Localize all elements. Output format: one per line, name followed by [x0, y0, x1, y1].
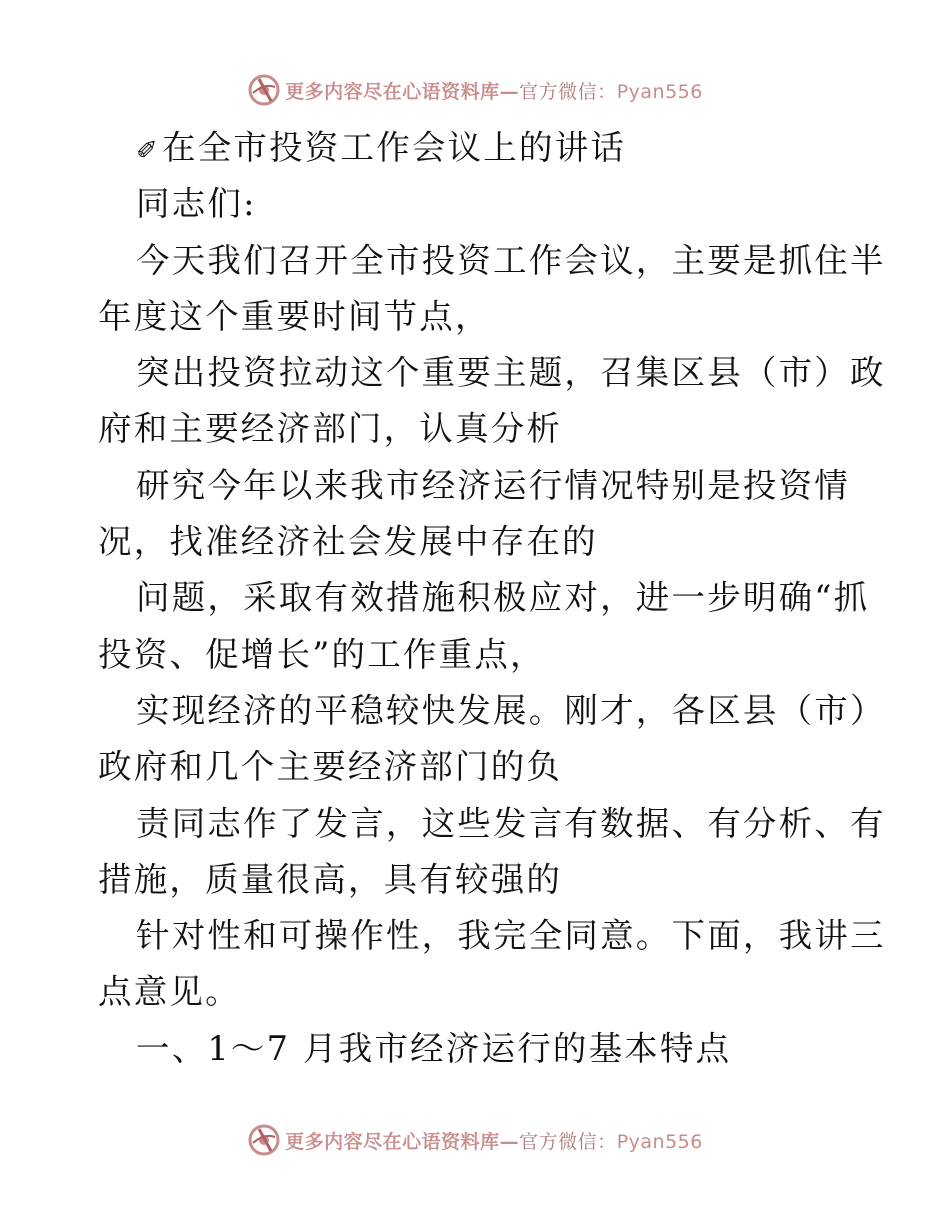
- watermark-brand: 更多内容尽在心语资料库: [285, 80, 500, 103]
- watermark-wechat-label: 官方微信：: [519, 1130, 617, 1153]
- text-line: 研究今年以来我市经济运行情况特别是投资情: [136, 465, 850, 505]
- text-line: 措施，质量很高，具有较强的: [98, 859, 563, 899]
- watermark-brand: 更多内容尽在心语资料库: [285, 1130, 500, 1153]
- text-line: 实现经济的平稳较快发展。刚才，各区县（市）: [136, 690, 886, 730]
- watermark-dash: —: [499, 80, 520, 103]
- text-line: 一、1～7 月我市经济运行的基本特点: [136, 1028, 732, 1068]
- text-line: 问题，采取有效措施积极应对，进一步明确“抓: [136, 578, 870, 618]
- salutation: 同志们:: [136, 184, 257, 224]
- text-line: 责同志作了发言，这些发言有数据、有分析、有: [136, 803, 886, 843]
- document-title: [98, 120, 858, 176]
- watermark-header: [0, 70, 950, 110]
- watermark-wechat-id: Pyan556: [616, 1130, 703, 1153]
- text-line: 今天我们召开全市投资工作会议，主要是抓住半: [136, 240, 886, 280]
- watermark-text: [285, 1127, 703, 1154]
- watermark-dash: —: [499, 1130, 520, 1153]
- watermark-footer: [0, 1120, 950, 1160]
- document-title-text: 在全市投资工作会议上的讲话: [162, 128, 627, 167]
- text-line: 府和主要经济部门，认真分析: [98, 409, 563, 449]
- text-line: 年度这个重要时间节点，: [98, 296, 491, 336]
- watermark-wechat-label: 官方微信：: [519, 80, 617, 103]
- text-line: 政府和几个主要经济部门的负: [98, 747, 563, 787]
- text-line: 点意见。: [98, 972, 241, 1012]
- logo-icon: [247, 1123, 281, 1157]
- paragraph-lines: [98, 233, 886, 1077]
- watermark-wechat-id: Pyan556: [616, 80, 703, 103]
- logo-icon: [247, 73, 281, 107]
- title-ornament-icon: ✐: [136, 136, 160, 166]
- watermark-text: [285, 77, 703, 104]
- document-body: [98, 120, 886, 1077]
- text-line: 突出投资拉动这个重要主题，召集区县（市）政: [136, 353, 886, 393]
- text-line: 针对性和可操作性，我完全同意。下面，我讲三: [136, 916, 886, 956]
- text-line: 况，找准经济社会发展中存在的: [98, 522, 598, 562]
- text-line: 投资、促增长”的工作重点，: [98, 634, 546, 674]
